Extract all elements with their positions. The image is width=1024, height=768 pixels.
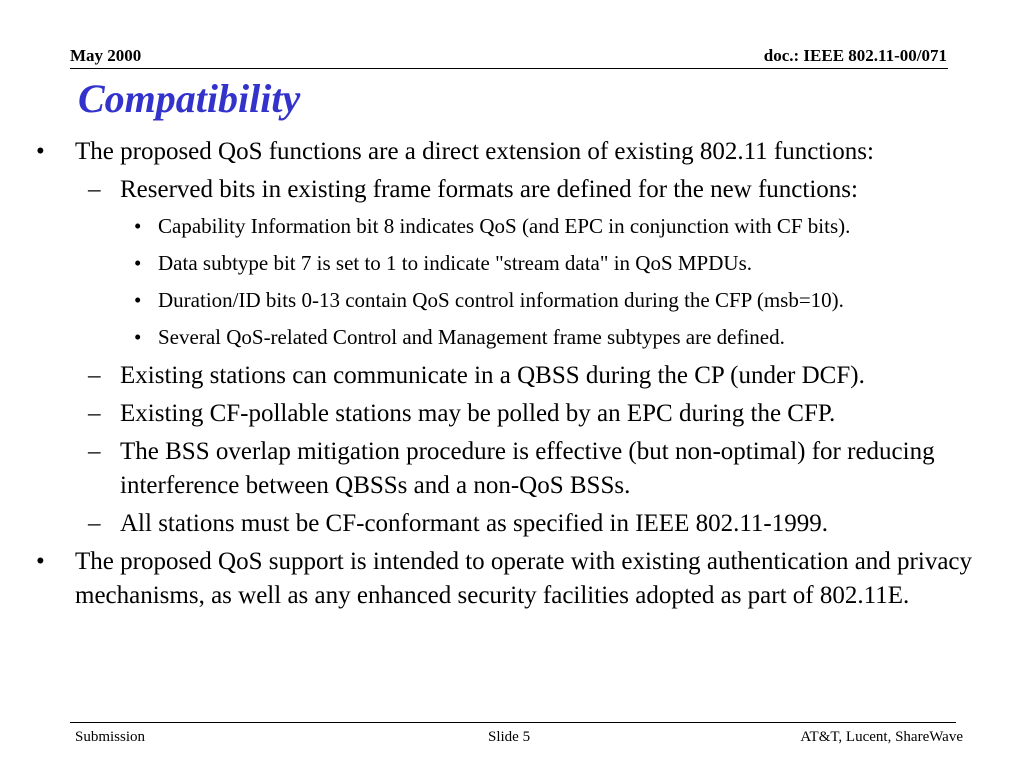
bullet-item [36,545,987,613]
bullet-text: Reserved bits in existing frame formats are defined for the new functions: [120,176,858,203]
bullet-marker: • [134,325,142,349]
bullet-text: Capability Information bit 8 indicates QoS (and EPC in conjunction with CF bits). [158,214,851,238]
bullet-text: Duration/ID bits 0-13 contain QoS control information during the CFP (msb=10). [158,288,844,312]
bullet-item [134,211,968,242]
bullet-item [36,135,987,169]
bullet-marker: – [88,176,101,203]
bullet-marker: • [36,548,45,575]
bullet-item [88,507,990,541]
footer-authors: AT&T, Lucent, ShareWave [800,729,963,745]
bullet-marker: – [88,438,101,465]
bullet-text: Existing stations can communicate in a QBSS during the CP (under DCF). [120,362,865,389]
slide-body [0,135,1024,617]
bullet-marker: • [36,138,45,165]
bullet-item [134,248,968,279]
header-divider [70,68,948,69]
bullet-item [88,359,990,393]
bullet-text: Several QoS-related Control and Management frame subtypes are defined. [158,325,785,349]
bullet-text: The proposed QoS functions are a direct extension of existing 802.11 functions: [75,138,874,165]
slide-title: Compatibility [78,76,301,121]
header-doc-id: doc.: IEEE 802.11-00/071 [763,46,947,65]
bullet-marker: – [88,400,101,427]
footer-divider [70,722,956,723]
bullet-text: The proposed QoS support is intended to operate with existing authentication and privacy mechanisms, as well as any enhanced security facilities adopted as part of 802.11E. [75,548,973,609]
footer-submission: Submission [75,729,146,745]
bullet-item [88,173,990,207]
footer-slide-number: Slide 5 [488,729,531,745]
header-date: May 2000 [70,46,142,65]
bullet-item [134,285,968,316]
bullet-marker: • [134,288,142,312]
bullet-text: The BSS overlap mitigation procedure is effective (but non-optimal) for reducing interference between QBSSs and a non-QoS BSSs. [120,438,935,499]
bullet-marker: – [88,362,101,389]
bullet-marker: – [88,510,101,537]
bullet-text: All stations must be CF-conformant as specified in IEEE 802.11-1999. [120,510,828,537]
bullet-text: Existing CF-pollable stations may be polled by an EPC during the CFP. [120,400,836,427]
bullet-marker: • [134,251,142,275]
bullet-text: Data subtype bit 7 is set to 1 to indicate "stream data" in QoS MPDUs. [158,251,752,275]
bullet-marker: • [134,214,142,238]
bullet-item [134,322,968,353]
bullet-item [88,435,990,503]
bullet-item [88,397,990,431]
